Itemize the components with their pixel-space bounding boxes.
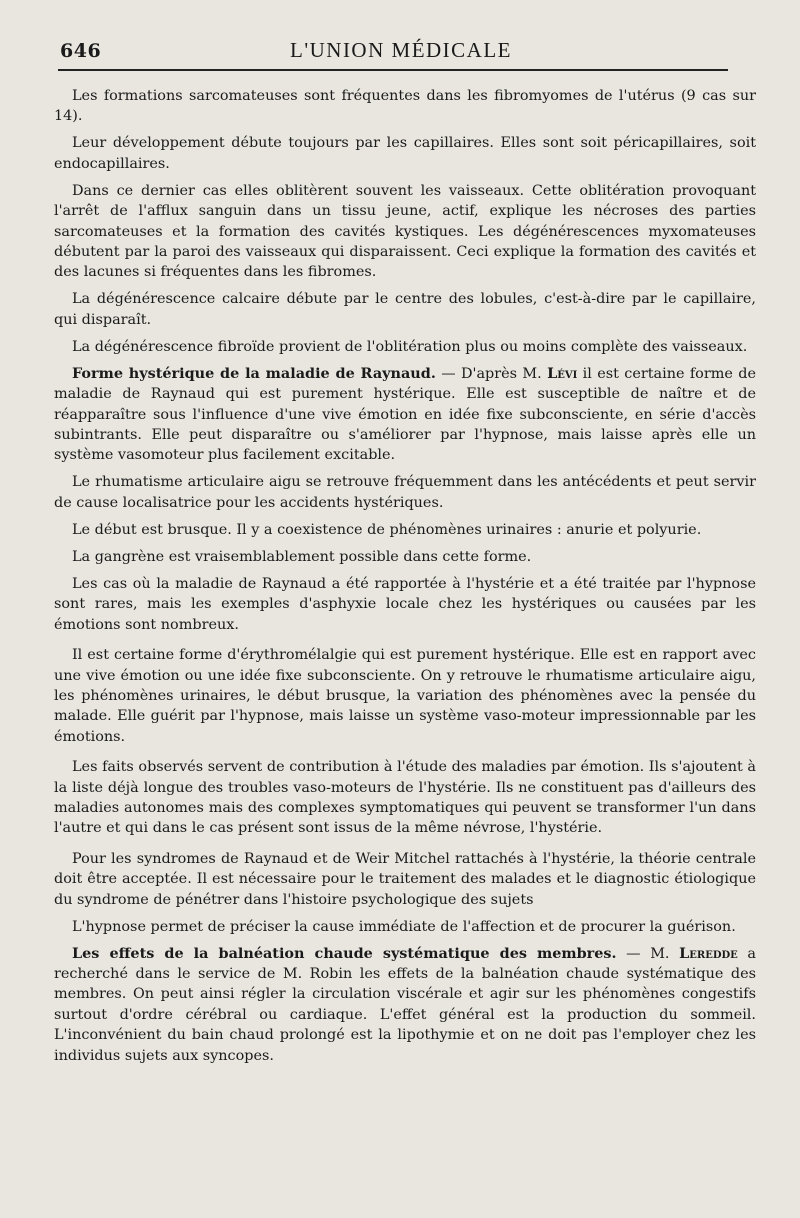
paragraph: Le début est brusque. Il y a coexistence de phénomènes urinaires : anurie et polyurie. [72, 521, 702, 538]
body-text [54, 86, 756, 1073]
section-heading: Forme hystérique de la maladie de Raynaud. [72, 364, 436, 382]
section-body: il est certaine forme de maladie de Raynaud qui est purement hystérique. Elle est susceptible de naître et de réapparaître sous l'influence d'une vive émotion en idée fixe subconsciente, en série d'accès subintrants. Elle peut disparaître ou s'améliorer par l'hypnose, mais laisse après elle un système vasomoteur plus facilement excitable. [54, 365, 756, 464]
paragraph: Les cas où la maladie de Raynaud a été rapportée à l'hystérie et a été traitée par l'hypnose sont rares, mais les exemples d'asphyxie locale chez les hystériques ou causées par les émotions sont nombreux. [54, 575, 756, 633]
page-header [60, 38, 732, 68]
paragraph: Leur développement débute toujours par les capillaires. Elles sont soit péricapillaires, soit endocapillaires. [54, 135, 756, 172]
paragraph: La gangrène est vraisemblablement possible dans cette forme. [72, 548, 532, 565]
paragraph: La dégénérescence fibroïde provient de l'oblitération plus ou moins complète des vaisseaux. [72, 338, 748, 355]
author-name: Leredde [679, 944, 738, 962]
section-raynaud [54, 364, 756, 466]
section-dash: — M. [616, 945, 680, 962]
section-heading: Les effets de la balnéation chaude systématique des membres. [72, 944, 617, 962]
paragraph: Il est certaine forme d'érythromélalgie qui est purement hystérique. Elle est en rapport avec une vive émotion ou une idée fixe subconsciente. On y retrouve le rhumatisme articulaire aigu, les phénomènes urinaires, le début brusque, la variation des phénomènes avec la pensée du malade. Elle guérit par l'hypnose, mais laisse un système vaso-moteur impressionnable par les émotions. [54, 647, 756, 745]
section-dash: — D'après M. [435, 365, 548, 382]
paragraph: La dégénérescence calcaire débute par le centre des lobules, c'est-à-dire par le capillaire, qui disparaît. [54, 291, 756, 328]
author-name: Lévi [547, 364, 578, 382]
paragraph: Les faits observés servent de contribution à l'étude des maladies par émotion. Ils s'ajoutent à la liste déjà longue des troubles vaso-moteurs de l'hystérie. Ils ne constituent pas d'ailleurs des maladies autonomes mais des complexes symptomatiques qui peuvent se transformer l'un dans l'autre et qui dans le cas présent sont issus de la même névrose, l'hystérie. [54, 759, 756, 837]
header-rule [58, 69, 728, 71]
paragraph: Dans ce dernier cas elles oblitèrent souvent les vaisseaux. Cette oblitération provoquant l'arrêt de l'afflux sanguin dans un tissu jeune, actif, explique les nécroses des parties sarcomateuses et la formation des cavités kystiques. Les dégénérescences myxomateuses débutent par la paroi des vaisseaux qui disparaissent. Ceci explique la formation des cavités et des lacunes si fréquentes dans les fibromes. [54, 182, 756, 281]
paragraph: Le rhumatisme articulaire aigu se retrouve fréquemment dans les antécédents et peut servir de cause localisatrice pour les accidents hystériques. [54, 474, 756, 511]
section-body: a recherché dans le service de M. Robin les effets de la balnéation chaude systématique des membres. On peut ainsi régler la circulation viscérale et agir sur les phénomènes congestifs surtout d'ordre cérébral ou cardiaque. L'effet général est la production du sommeil. L'inconvénient du bain chaud prolongé est la lipothymie et on ne doit pas l'employer chez les individus sujets aux syncopes. [54, 945, 756, 1064]
paragraph: Pour les syndromes de Raynaud et de Weir Mitchel rattachés à l'hystérie, la théorie centrale doit être acceptée. Il est nécessaire pour le traitement des malades et le diagnostic étiologique du syndrome de pénétrer dans l'histoire psychologique des sujets [54, 850, 756, 908]
running-head: L'UNION MÉDICALE [290, 38, 513, 62]
paragraph: L'hypnose permet de préciser la cause immédiate de l'affection et de procurer la guérison. [72, 918, 736, 935]
paragraph: Les formations sarcomateuses sont fréquentes dans les fibromyomes de l'utérus (9 cas sur 14). [54, 88, 756, 125]
page-number: 646 [60, 40, 102, 62]
section-balneation [54, 944, 756, 1066]
